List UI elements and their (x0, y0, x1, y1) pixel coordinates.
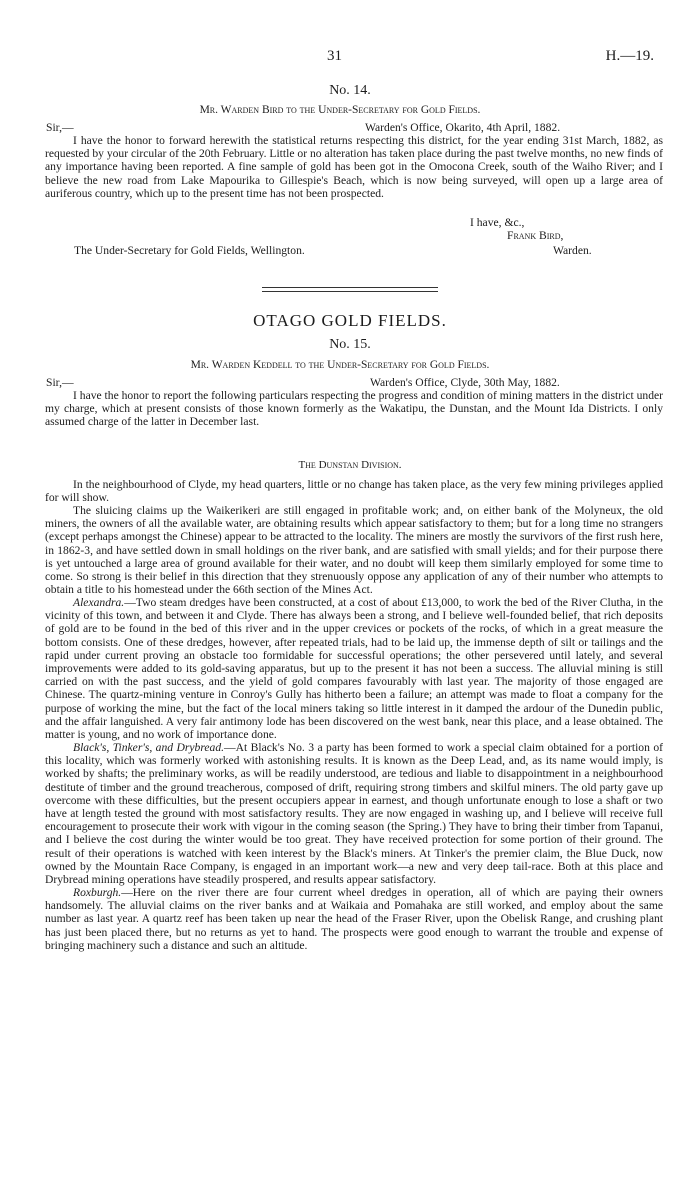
page-number: 31 (327, 48, 342, 64)
section-divider-lower (262, 291, 438, 292)
letter-14-number: No. 14. (329, 83, 371, 98)
letter-14-body: I have the honor to forward herewith the statistical returns respecting this district, for the year ending 31st March, 1882, as requested by your circular of the 20th February. Little or no alteration has taken place during the past twelve months, no new finds of any importance having been reported. A fine sample of gold has been got in the Omocona Creek, south of the Waiho River; and I believe the new road from Lake Mapourika to Gillespie's Beach, which is now being surveyed, will open up a large area of auriferous country, which up to the present time has not been prospected. (45, 134, 663, 200)
alexandra-label: Alexandra. (73, 596, 125, 609)
letter-15-heading: Mr. Warden Keddell to the Under-Secretary for Gold Fields. (190, 359, 490, 371)
letter-14-salutation: Sir,— (46, 121, 74, 134)
letter-15-number: No. 15. (329, 337, 371, 352)
blacks-label: Black's, Tinker's, and Drybread. (73, 741, 225, 754)
paragraph-roxburgh (45, 886, 663, 952)
letter-14-signature: Frank Bird, (507, 229, 564, 242)
blacks-text: —At Black's No. 3 a party has been formed to work a special claim obtained for a portion of this locality, which was formerly worked with astonishing results. It is known as the Deep Lead, and, as its name would imply, is worked by shafts; the preliminary works, as will be readily understood, are tedious and liable to disappointment in a neighbourhood destitute of timber and the ground treacherous, composed of drift, requiring strong timbers and skilful miners. The old party gave up overcome with these difficulties, but the present occupiers appear in earnest, and though unfortunate enough to lose a shaft or two have at length tested the ground with most satisfactory results. They are now engaged in washing up, and I believe will receive full encouragement to prosecute their work with vigour in the coming season (the Spring.) They have to bring their timber from Tapanui, and I believe the cost during the winter would be too great. They have received protection for some portion of their ground. The result of their operations is watched with keen interest by the Black's miners. At Tinker's the premier claim, the Blue Duck, now owned by the Mountain Race Company, is engaged in an important work—a new and very deep tail-race. Both at this place and Drybread mining operations have steadily prospered, and results appear satisfactory. (45, 741, 663, 887)
roxburgh-label: Roxburgh. (73, 886, 122, 899)
letter-14-dateline: Warden's Office, Okarito, 4th April, 1882. (365, 121, 561, 134)
section-divider (262, 287, 438, 288)
letter-14-closing: I have, &c., (470, 216, 525, 229)
letter-15-salutation: Sir,— (46, 376, 74, 389)
letter-15-dateline: Warden's Office, Clyde, 30th May, 1882. (370, 376, 560, 389)
series-number: H.—19. (605, 48, 654, 64)
paragraph-alexandra (45, 596, 663, 741)
paragraph-sluicing: The sluicing claims up the Waikerikeri are still engaged in profitable work; and, on either bank of the Molyneux, the old miners, the owners of all the available water, are obtaining results which appear satisfactory to them; but for a long time no strangers (except perhaps amongst the Chinese) appear to be attracted to the locality. The miners are mostly the survivors of the first rush here, in 1862-3, and have settled down in small holdings on the river bank, and are satisfied with small yields; and for their purpose there is yet untouched a large area of ground available for their water, and no doubt will keep them similarly employed for some time to come. So strong is their belief in this direction that they strenuously oppose any application of any of their number who attempts to obtain a title to his homestead under the 66th section of the Mines Act. (45, 504, 663, 597)
paragraph-clyde: In the neighbourhood of Clyde, my head quarters, little or no change has taken place, as the very few mining privileges applied for will show. (45, 478, 663, 505)
division-heading: The Dunstan Division. (298, 459, 402, 471)
paragraph-blacks (45, 741, 663, 886)
letter-14-title: Warden. (553, 244, 592, 257)
section-title: OTAGO GOLD FIELDS. (253, 311, 447, 330)
letter-14-heading: Mr. Warden Bird to the Under-Secretary for Gold Fields. (199, 104, 481, 116)
letter-14-addressee: The Under-Secretary for Gold Fields, Wellington. (74, 244, 305, 257)
roxburgh-text: —Here on the river there are four current wheel dredges in operation, all of which are paying their owners handsomely. The alluvial claims on the river banks and at Waikaia and Pomahaka are still worked, and employ about the same number as last year. A quartz reef has been taken up near the head of the Fraser River, upon the Obelisk Range, and crushing plant has just been placed there, but no returns as yet to hand. The prospects were good enough to warrant the trouble and expense of bringing machinery such a distance and such an altitude. (45, 886, 663, 952)
alexandra-text: —Two steam dredges have been constructed, at a cost of about £13,000, to work the bed of the River Clutha, in the vicinity of this town, and between it and Clyde. There has always been a strong, and I believe well-founded belief, that rich deposits of gold are to be found in the bed of this river and in the upper crevices or pockets of the rocks, of which in a great measure the bottom consists. One of these dredges, however, after repeated trials, had to be laid up, the immense depth of silt or tailings and the rapid under current proving an obstacle too formidable for successful operations; the other persevered until lately, and several improvements were added to its gold-saving apparatus, but up to the present it has not been a success. The alluvial mining is still carried on with the past success, and the yield of gold compares favourably with last year. The majority of those engaged are Chinese. The quartz-mining venture in Conroy's Gully has hitherto been a failure; an attempt was made to float a company for the purpose of working the mine, but the fact of the local miners taking so little interest in it damped the ardour of the Dunedin public, and the affair languished. A very fair antimony lode has been discovered on the west bank, near this place, and a lease obtained. The matter is young, and no work of importance done. (45, 596, 663, 742)
letter-15-intro: I have the honor to report the following particulars respecting the progress and condition of mining matters in the district under my charge, which at present consists of those known formerly as the Wakatipu, the Dunstan, and the Mount Ida Districts. I only assumed charge of the latter in December last. (45, 389, 663, 429)
